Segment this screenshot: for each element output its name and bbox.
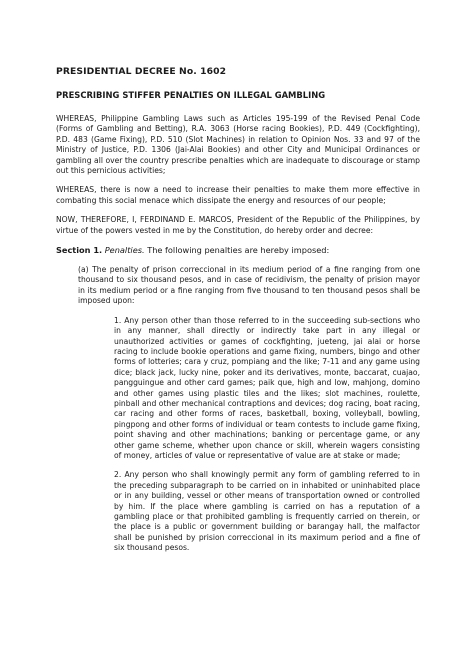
section-label: Section 1. bbox=[56, 245, 103, 256]
document-title: PRESIDENTIAL DECREE No. 1602 bbox=[56, 66, 227, 77]
section-1-heading bbox=[56, 245, 420, 256]
whereas-clause-2: WHEREAS, there is now a need to increase their penalties to make them more effective in combating this social menace which dissipate the energy and resources of our people; bbox=[56, 185, 420, 205]
now-therefore-clause: NOW, THEREFORE, I, FERDINAND E. MARCOS, President of the Republic of the Philippines, by virtue of the powers vested in me by the Constitution, do hereby order and decree: bbox=[56, 215, 420, 235]
document-page bbox=[56, 66, 420, 563]
subsection-a: (a) The penalty of prison correccional in its medium period of a fine ranging from one thousand to six thousand pesos, and in case of recidivism, the penalty of prision mayor in its medium period or a fine ranging from five thousand to ten thousand pesos shall be imposed upon: bbox=[78, 265, 420, 306]
list-item-1: 1. Any person other than those referred to in the succeeding sub-sections who in any manner, shall directly or indirectly take part in any illegal or unauthorized activities or games of cockfighting, jueteng, jai alai or horse racing to include bookie operations and game fixing, numbers, bingo and other forms of lotteries; cara y cruz, pompiang and the like; 7-11 and any game using dice; black jack, lucky nine, poker and its derivatives, monte, baccarat, cuajao, pangguingue and other card games; paik que, high and low, mahjong, domino and other games using plastic tiles and the likes; slot machines, roulette, pinball and other mechanical contraptions and devices; dog racing, boat racing, car racing and other forms of races, basketball, boxing, volleyball, bowling, pingpong and other forms of individual or team contests to include game fixing, point shaving and other machinations; banking or percentage game, or any other game scheme, whether upon chance or skill, wherein wagers consisting of money, articles of value or representative of value are at stake or made; bbox=[114, 315, 420, 460]
section-text: The following penalties are hereby imposed: bbox=[144, 245, 330, 256]
list-item-2: 2. Any person who shall knowingly permit any form of gambling referred to in the preceding subparagraph to be carried on in inhabited or uninhabited place or in any building, vessel or other means of transportation owned or controlled by him. If the place where gambling is carried on has a reputation of a gambling place or that prohibited gambling is frequently carried on therein, or the place is a public or government building or barangay hall, the malfactor shall be punished by prision correccional in its maximum period and a fine of six thousand pesos. bbox=[114, 470, 420, 553]
whereas-clause-1: WHEREAS, Philippine Gambling Laws such as Articles 195-199 of the Revised Penal Code (Forms of Gambling and Betting), R.A. 3063 (Horse racing Bookies), P.D. 449 (Cockfighting), P.D. 483 (Game Fixing), P.D. 510 (Slot Machines) in relation to Opinion Nos. 33 and 97 of the Ministry of Justice, P.D. 1306 (Jai-Alai Bookies) and other City and Municipal Ordinances or gambling all over the country prescribe penalties which are inadequate to discourage or stamp out this pernicious activities; bbox=[56, 114, 420, 176]
section-name: Penalties. bbox=[104, 245, 145, 256]
document-subtitle: PRESCRIBING STIFFER PENALTIES ON ILLEGAL GAMBLING bbox=[56, 90, 326, 100]
